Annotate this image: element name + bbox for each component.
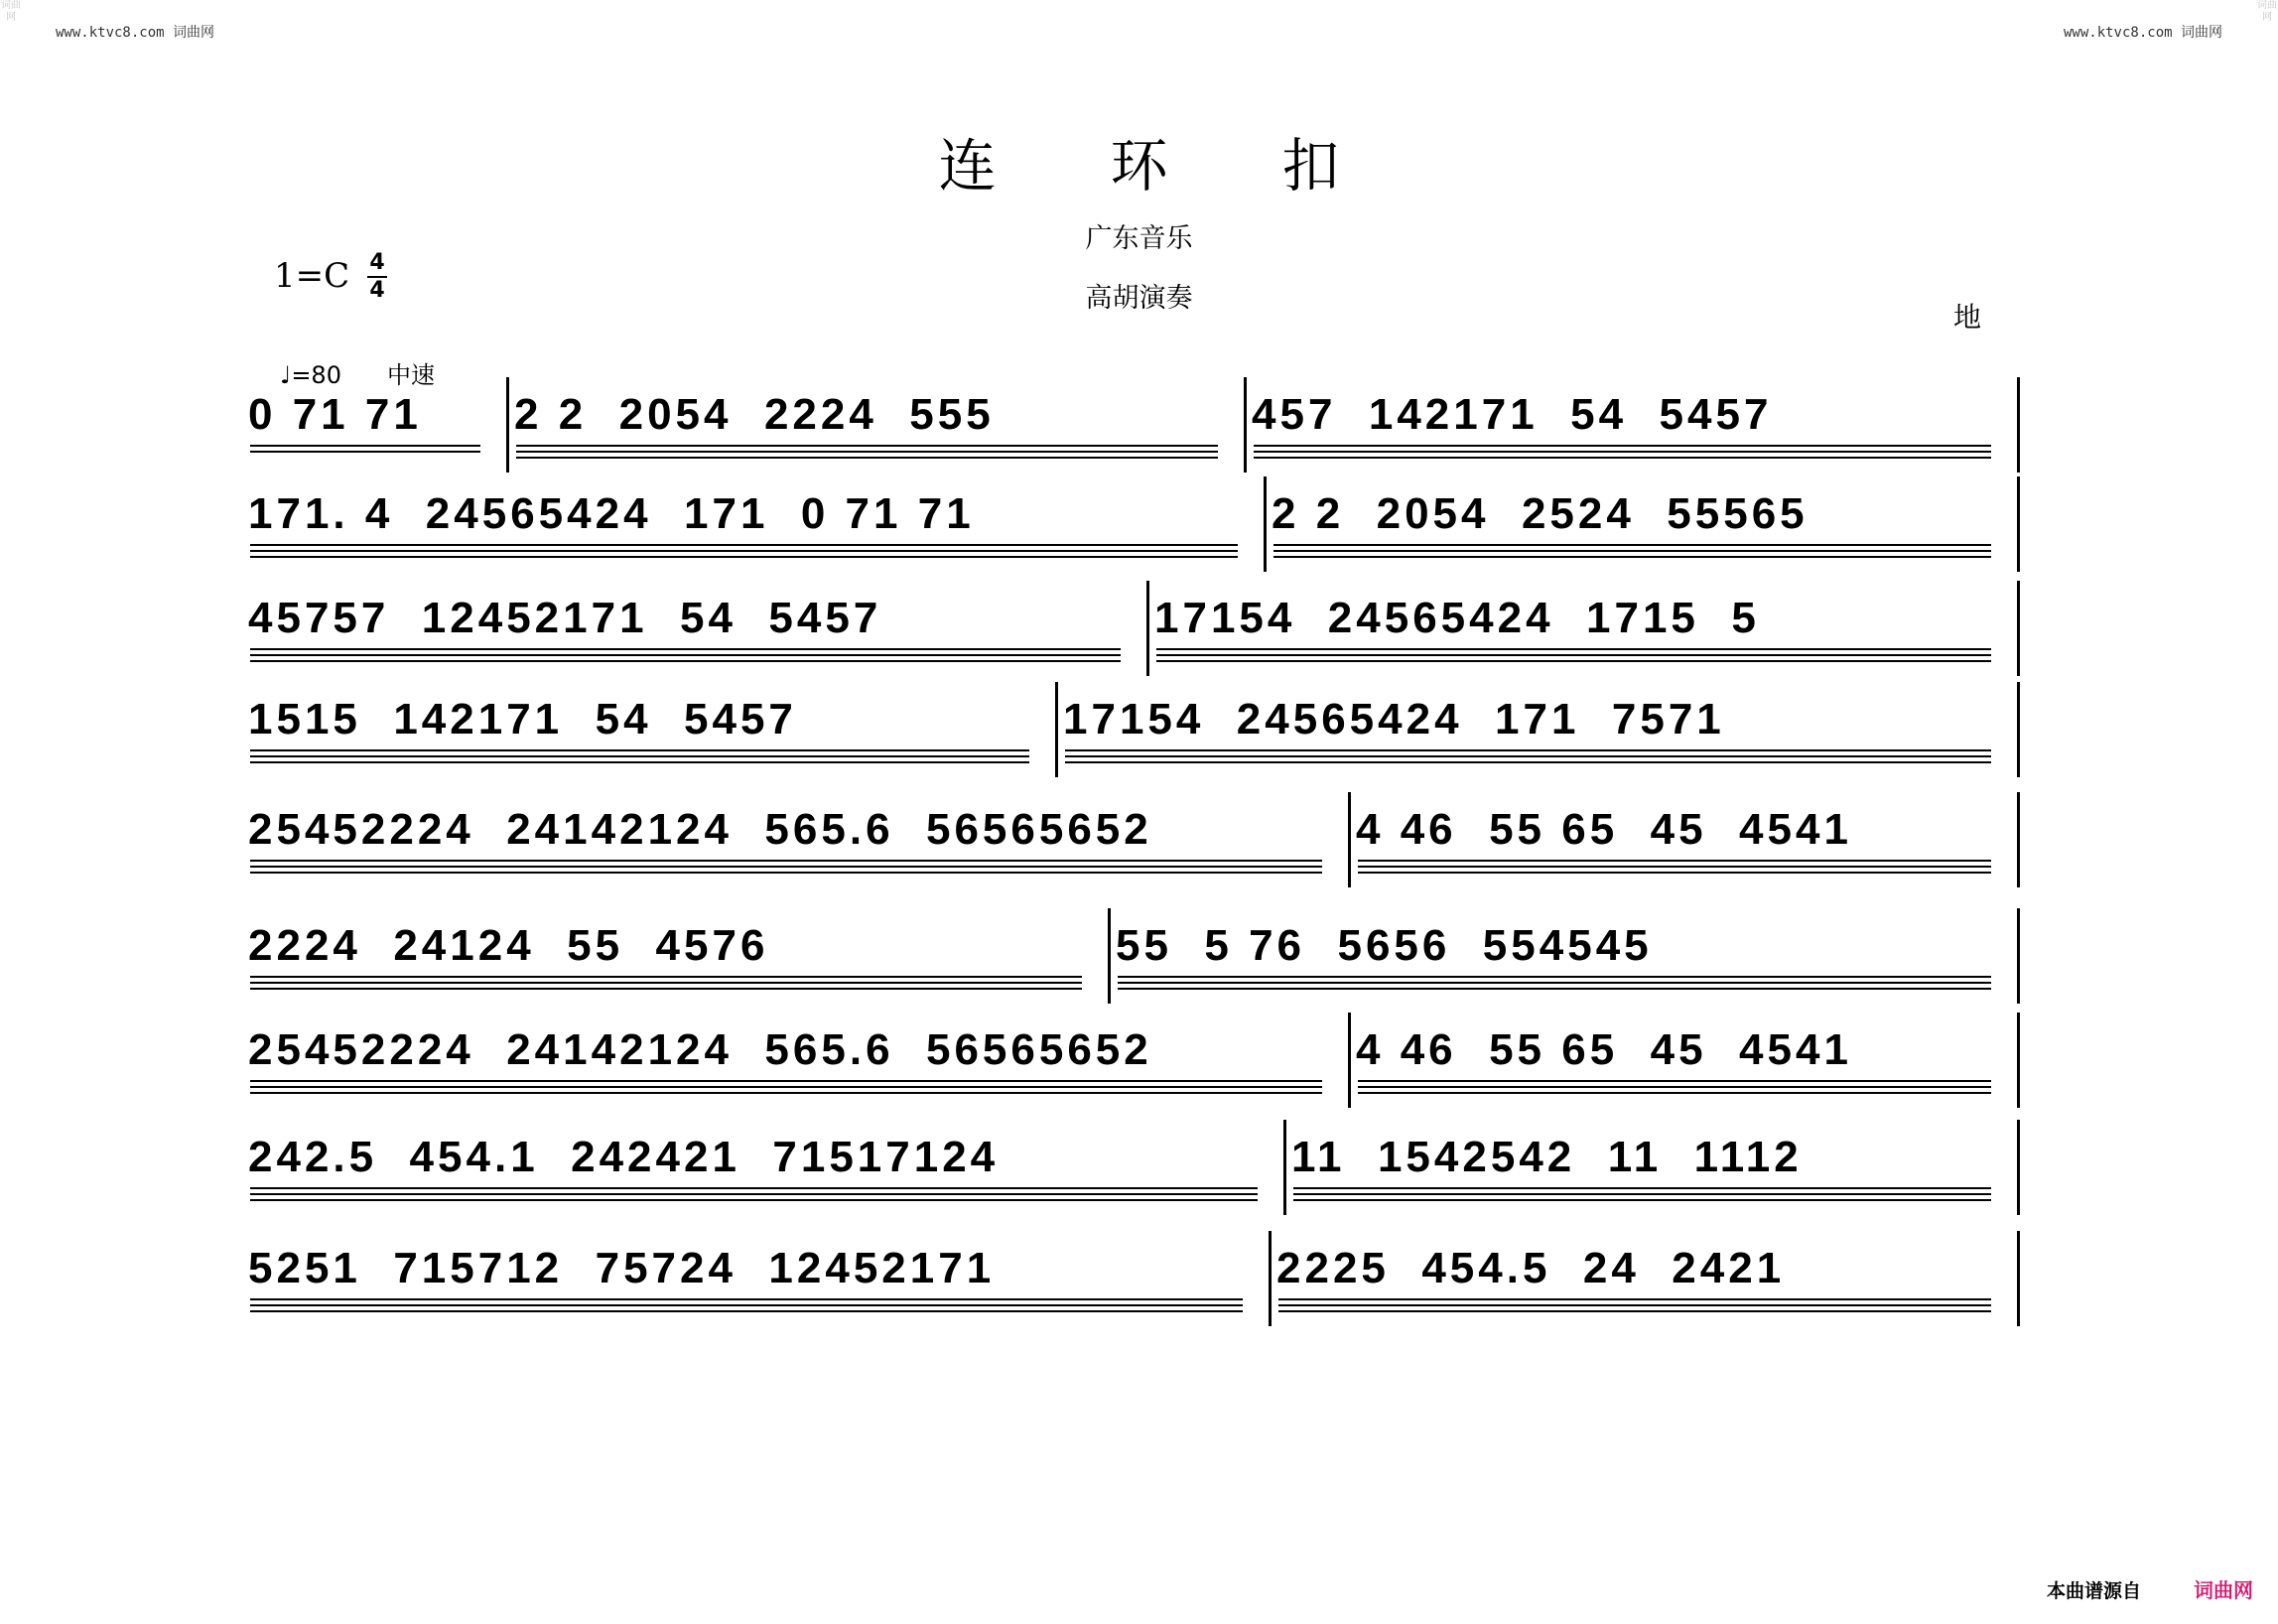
score-row [248, 802, 2025, 891]
beam-line [250, 982, 1082, 984]
beam-line [1293, 1187, 1991, 1189]
time-signature-top: 4 [369, 250, 385, 275]
beam-line [250, 755, 1029, 757]
beam-line [1254, 451, 1991, 453]
beam-line [1273, 544, 1991, 546]
measure [1063, 692, 2013, 751]
bar-line [2017, 682, 2020, 777]
time-signature-bottom: 4 [369, 278, 385, 303]
beam-line [1358, 1086, 1991, 1088]
tempo-value: ♩=80 [280, 361, 341, 389]
beam-line [1065, 761, 1991, 763]
beam-line [250, 1298, 1243, 1300]
beam-line [1358, 1080, 1991, 1082]
bar-line [1348, 1013, 1351, 1108]
measure-notes: 242.5 454.1 242421 71517124 [248, 1133, 1000, 1181]
beam-line [1278, 1310, 1991, 1312]
key-signature: 1=C [274, 256, 350, 296]
beam-line [250, 1086, 1322, 1088]
beam-line [250, 1080, 1322, 1082]
beam-line [250, 1310, 1243, 1312]
measure-notes: 17154 24565424 1715 5 [1154, 594, 1760, 642]
bar-line [1244, 377, 1247, 473]
measure-notes: 0 71 71 [248, 390, 422, 439]
bar-line [506, 377, 509, 473]
measure [248, 387, 502, 447]
beam-line [1293, 1193, 1991, 1195]
beam-line [1273, 556, 1991, 558]
beam-line [250, 976, 1082, 978]
beam-line [1278, 1298, 1991, 1300]
measure [248, 692, 1051, 751]
measure [248, 486, 1260, 546]
measure [248, 918, 1104, 978]
beam-line [250, 1187, 1258, 1189]
beam-line [250, 1304, 1243, 1306]
beam-line [1278, 1304, 1991, 1306]
score-row [248, 1022, 2025, 1112]
measure [248, 1022, 1344, 1082]
bar-line [2017, 1120, 2020, 1215]
measure-notes: 25452224 24142124 565.6 56565652 [248, 805, 1152, 854]
measure [248, 591, 1142, 650]
beam-line [250, 445, 480, 447]
bar-line [2017, 581, 2020, 676]
measure-notes: 171. 4 24565424 171 0 71 71 [248, 489, 975, 538]
bar-line [1146, 581, 1149, 676]
beam-line [1358, 872, 1991, 874]
beam-line [1065, 749, 1991, 751]
tempo-word: 中速 [386, 361, 435, 389]
time-signature [367, 252, 387, 302]
watermark-edge-left: 词曲网 [1, 0, 21, 23]
beam-line [250, 451, 480, 453]
measure [1356, 1022, 2013, 1082]
beam-line [516, 451, 1218, 453]
beam-line [250, 556, 1238, 558]
measure [248, 1130, 1279, 1189]
beam-line [250, 860, 1322, 862]
measure [1291, 1130, 2013, 1189]
author-hint: 地 [1953, 301, 1982, 334]
bar-line [1269, 1231, 1272, 1326]
measure [514, 387, 1240, 447]
beam-line [1118, 988, 1991, 990]
beam-line [250, 761, 1029, 763]
measure-notes: 4 46 55 65 45 4541 [1356, 805, 1852, 854]
beam-line [516, 445, 1218, 447]
score-row [248, 387, 2025, 476]
beam-line [1118, 976, 1991, 978]
beam-line [250, 749, 1029, 751]
footer-source-site[interactable]: 词曲网 [2194, 1578, 2253, 1602]
beam-line [250, 988, 1082, 990]
beam-line [1358, 1092, 1991, 1094]
watermark-edge-right: 词曲网 [2257, 0, 2277, 23]
measure-notes: 11 1542542 11 1112 [1291, 1133, 1803, 1181]
measure-notes: 1515 142171 54 5457 [248, 695, 797, 744]
beam-line [250, 872, 1322, 874]
beam-line [516, 457, 1218, 459]
beam-line [1358, 860, 1991, 862]
beam-line [1273, 550, 1991, 552]
bar-line [1108, 908, 1111, 1004]
score-row [248, 918, 2025, 1008]
beam-line [250, 550, 1238, 552]
beam-line [250, 544, 1238, 546]
beam-line [250, 648, 1121, 650]
beam-line [1065, 755, 1991, 757]
score-title: 连环扣 [938, 132, 1454, 200]
bar-line [2017, 1231, 2020, 1326]
beam-line [1156, 660, 1991, 662]
bar-line [2017, 377, 2020, 473]
beam-line [1156, 648, 1991, 650]
measure [1116, 918, 2013, 978]
beam-line [1118, 982, 1991, 984]
measure-notes: 2 2 2054 2224 555 [514, 390, 995, 439]
bar-line [1348, 792, 1351, 887]
beam-line [1156, 654, 1991, 656]
measure-notes: 4 46 55 65 45 4541 [1356, 1025, 1852, 1074]
measure-notes: 25452224 24142124 565.6 56565652 [248, 1025, 1152, 1074]
tempo-marking [280, 355, 435, 390]
measure-notes: 5251 715712 75724 12452171 [248, 1244, 996, 1292]
bar-line [2017, 908, 2020, 1004]
beam-line [1254, 457, 1991, 459]
beam-line [250, 1092, 1322, 1094]
score-row [248, 486, 2025, 576]
score-row [248, 1241, 2025, 1330]
beam-line [1358, 866, 1991, 868]
bar-line [2017, 792, 2020, 887]
beam-line [250, 654, 1121, 656]
bar-line [1264, 476, 1267, 572]
bar-line [2017, 476, 2020, 572]
score-performance: 高胡演奏 [1085, 283, 1193, 314]
score-genre: 广东音乐 [1085, 223, 1193, 254]
measure-notes: 17154 24565424 171 7571 [1063, 695, 1725, 744]
beam-line [1293, 1199, 1991, 1201]
measure-notes: 2 2 2054 2524 55565 [1272, 489, 1809, 538]
measure-notes: 457 142171 54 5457 [1252, 390, 1773, 439]
measure-notes: 45757 12452171 54 5457 [248, 594, 882, 642]
footer-source-label: 本曲谱源自 [2047, 1580, 2142, 1602]
site-watermark-right: www.ktvc8.com 词曲网 [2063, 25, 2222, 41]
beam-line [250, 1199, 1258, 1201]
bar-line [2017, 1013, 2020, 1108]
beam-line [1254, 445, 1991, 447]
beam-line [250, 660, 1121, 662]
score-row [248, 1130, 2025, 1219]
measure [248, 802, 1344, 862]
score-row [248, 591, 2025, 680]
measure [1276, 1241, 2013, 1300]
measure [1356, 802, 2013, 862]
measure [248, 1241, 1265, 1300]
measure-notes: 55 5 76 5656 554545 [1116, 921, 1653, 970]
measure [1252, 387, 2013, 447]
score-row [248, 692, 2025, 781]
measure [1154, 591, 2013, 650]
measure-notes: 2224 24124 55 4576 [248, 921, 769, 970]
bar-line [1055, 682, 1058, 777]
site-watermark-left: www.ktvc8.com 词曲网 [56, 25, 215, 41]
beam-line [250, 866, 1322, 868]
measure-notes: 2225 454.5 24 2421 [1276, 1244, 1786, 1292]
measure [1272, 486, 2013, 546]
beam-line [250, 1193, 1258, 1195]
bar-line [1283, 1120, 1286, 1215]
